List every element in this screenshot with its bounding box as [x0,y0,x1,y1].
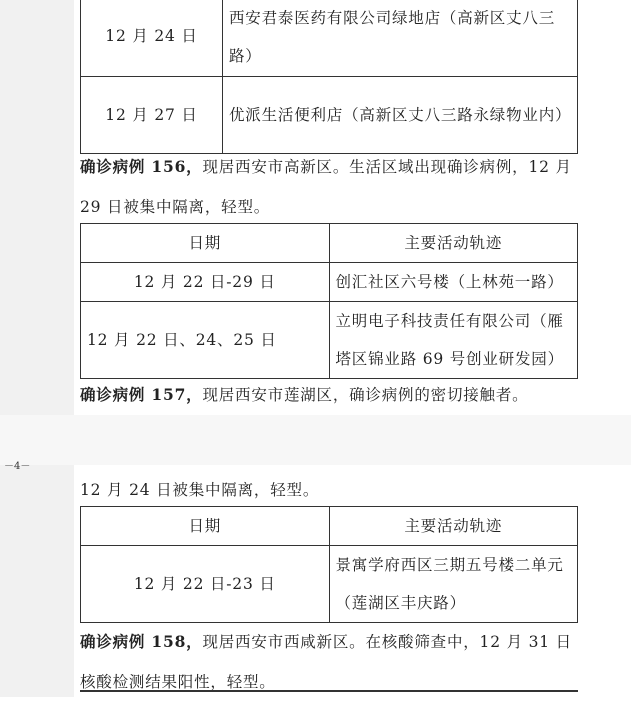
table-header-row [81,507,578,546]
table-row [81,0,578,77]
left-margin [0,0,74,697]
table-top-border [80,690,578,692]
table-cell-date: 12 月 24 日 [81,0,223,77]
trail-table-156 [80,223,578,379]
column-header-place: 主要活动轨迹 [329,224,578,263]
table-row [81,302,578,379]
table-cell-date: 12 月 27 日 [81,77,223,154]
table-cell-place: 立明电子科技责任有限公司（雁塔区锦业路 69 号创业研发园） [329,302,578,379]
table-row [81,263,578,302]
table-row [81,546,578,623]
table-cell-place: 优派生活便利店（高新区丈八三路永绿物业内） [223,77,578,154]
column-header-place: 主要活动轨迹 [329,507,578,546]
column-header-date: 日期 [81,224,330,263]
table-cell-place: 创汇社区六号楼（上林苑一路） [329,263,578,302]
table-cell-place: 西安君泰医药有限公司绿地店（高新区丈八三路） [223,0,578,77]
column-header-date: 日期 [81,507,330,546]
case-156-label: 确诊病例 156， [80,157,203,176]
table-cell-date: 12 月 22 日-23 日 [81,546,330,623]
page-number: －4－ [4,461,31,472]
case-156-text: 现居西安市高新区。生活区域出现确诊病例，12 月 29 日被集中隔离，轻型。 [80,158,572,216]
case-157-text: 现居西安市莲湖区，确诊病例的密切接触者。 [202,386,529,404]
case-157-label: 确诊病例 157， [80,385,203,404]
trail-table-top [80,0,578,154]
case-157-continued: 12 月 24 日被集中隔离，轻型。 [80,481,320,499]
case-156-paragraph [80,147,578,227]
table-cell-date: 12 月 22 日-29 日 [81,263,330,302]
table-header-row [81,224,578,263]
case-158-label: 确诊病例 158， [80,632,203,651]
table-row [81,77,578,154]
case-157-paragraph [80,375,578,415]
table-cell-place: 景寓学府西区三期五号楼二单元（莲湖区丰庆路） [329,546,578,623]
document-page [78,0,588,697]
trail-table-157 [80,506,578,623]
table-cell-date: 12 月 22 日、24、25 日 [81,302,330,379]
case-158-text: 现居西安市西咸新区。在核酸筛查中，12 月 31 日核酸检测结果阳性，轻型。 [80,633,572,691]
